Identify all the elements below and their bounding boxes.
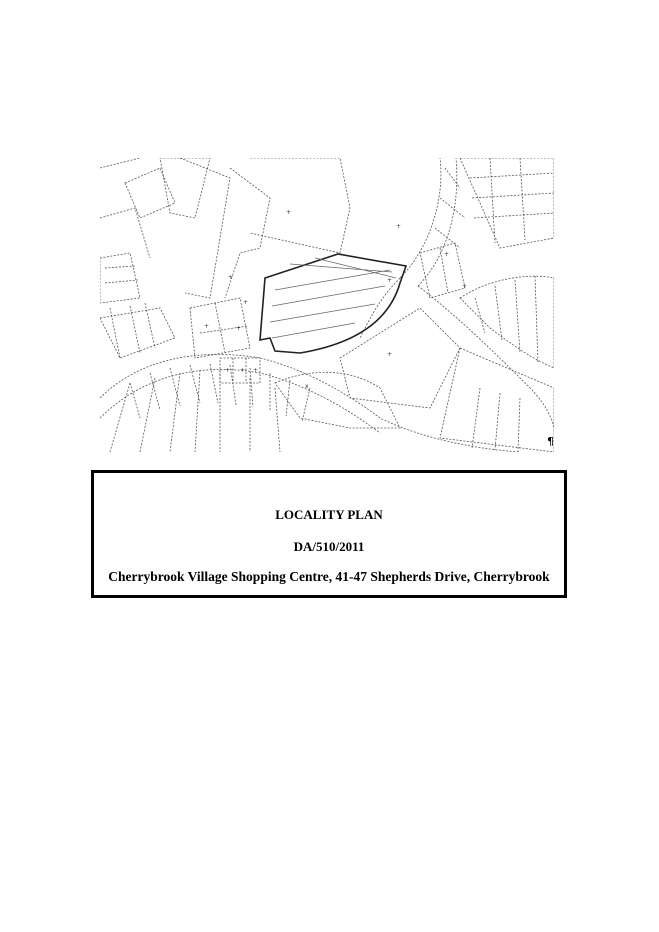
svg-text:+: + xyxy=(396,223,402,230)
svg-text:+: + xyxy=(387,351,393,358)
plan-address: Cherrybrook Village Shopping Centre, 41-47 Shepherds Drive, Cherrybrook xyxy=(108,569,550,584)
locality-map xyxy=(100,158,554,452)
svg-text:+: + xyxy=(225,367,231,374)
plan-reference: DA/510/2011 xyxy=(293,539,365,554)
locality-plan-box xyxy=(91,470,567,598)
svg-text:+: + xyxy=(243,299,249,306)
cadastral-map-drawing xyxy=(100,158,554,452)
svg-text:+: + xyxy=(204,323,210,330)
svg-text:+: + xyxy=(253,367,259,374)
svg-text:+: + xyxy=(387,277,393,284)
svg-text:+: + xyxy=(286,209,292,216)
svg-text:+: + xyxy=(462,283,468,290)
plan-title: LOCALITY PLAN xyxy=(275,507,383,522)
svg-text:x: x xyxy=(305,383,309,390)
svg-text:+: + xyxy=(228,274,234,281)
svg-text:+: + xyxy=(444,251,450,258)
svg-text:+: + xyxy=(240,367,246,374)
corner-mark: ¶ xyxy=(547,435,554,448)
svg-text:+: + xyxy=(236,325,242,332)
